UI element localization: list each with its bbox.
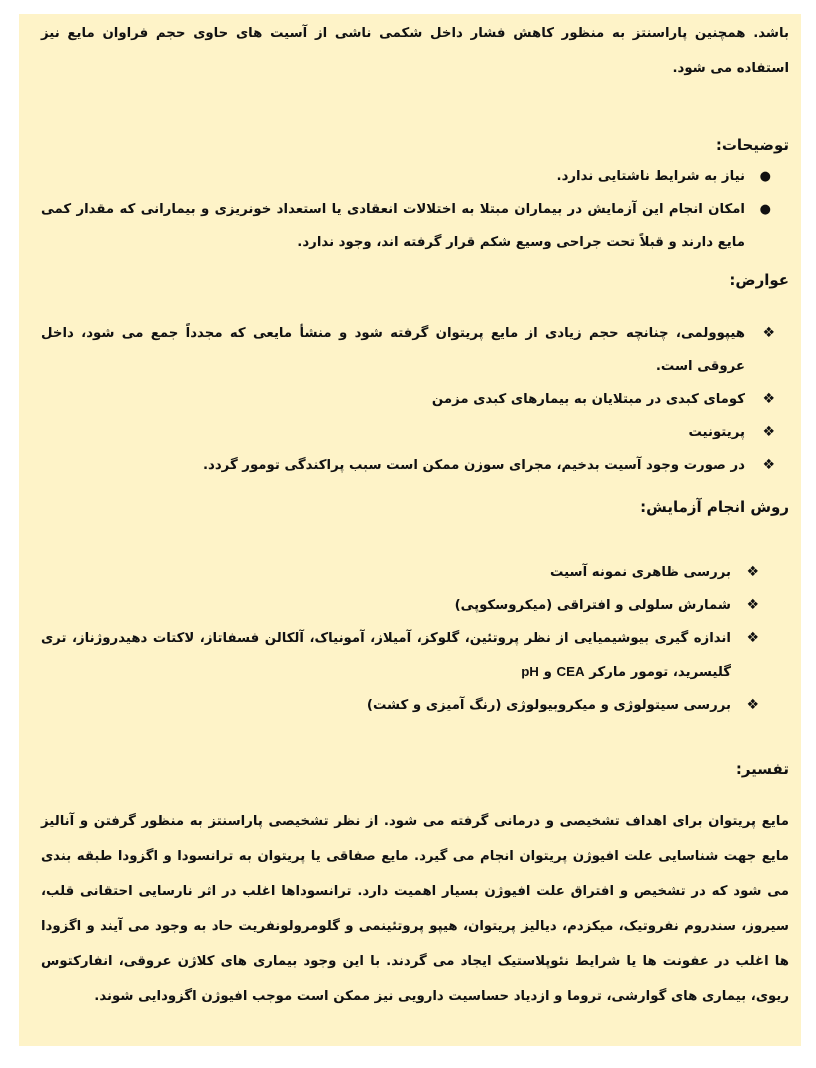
diamond-bullet-icon: ❖ [762, 424, 775, 440]
list-item [41, 622, 789, 689]
bullet-icon: ● [759, 202, 771, 217]
note-text: نیاز به شرایط ناشتایی ندارد. [556, 169, 745, 184]
marker-and: و [543, 665, 552, 680]
complication-text: پریتونیت [688, 425, 745, 440]
notes-list [41, 160, 789, 259]
method-text: اندازه گیری بیوشیمیایی از نظر پروتئین، گلوکز، آمیلاز، آمونیاک، آلکالن فسفاتاز، لاکتات دهیدروژناز، تری گلیسرید، تومور مارکر [41, 631, 731, 680]
list-item [41, 416, 789, 449]
intro-paragraph: باشد. همچنین پاراسنتز به منظور کاهش فشار داخل شکمی ناشی از آسیت های حاوی حجم فراوان مایع نیز استفاده می شود. [41, 26, 789, 76]
method-list [41, 556, 789, 722]
method-text: شمارش سلولی و افتراقی (میکروسکوپی) [454, 598, 731, 613]
list-item [41, 556, 789, 589]
diamond-bullet-icon: ❖ [762, 457, 775, 473]
list-item [41, 589, 789, 622]
list-item [41, 383, 789, 416]
list-item [41, 160, 789, 193]
interpretation-paragraph: مایع پریتوان برای اهداف تشخیصی و درمانی گرفته می شود. از نظر تشخیصی پاراسنتز به منظور گرفتن و آنالیز مایع جهت شناسایی علت افیوژن پریتوان انجام می گیرد. مایع صفاقی یا پریتوان به ترانسودا و اگزودا طبقه بندی می شود که در تشخیص و افتراق علت افیوژن بسیار اهمیت دارد. ترانسوداها اغلب در اثر نارسایی احتقانی قلب، سیروز، سندروم نفروتیک، میکزدم، دیالیز پریتوان، هیپو پروتئینمی و گلومرولونفریت حاد به وجود می آیند و اگزودا ها اغلب در عفونت ها یا شرایط نئوپلاستیک ایجاد می گردند. با این وجود بیماری های کلاژن عروقی، انفارکتوس ریوی، بیماری های گوارشی، تروما و ازدیاد حساسیت دارویی نیز ممکن است موجب افیوژن اگزودایی شوند. [41, 814, 789, 1004]
method-text: بررسی سیتولوژی و میکروبیولوژی (رنگ آمیزی و کشت) [366, 698, 731, 713]
interpretation-heading: تفسیر: [735, 760, 789, 778]
list-item [41, 449, 789, 482]
list-item [41, 689, 789, 722]
diamond-bullet-icon: ❖ [746, 597, 759, 613]
marker-ph: pH [521, 664, 539, 679]
diamond-bullet-icon: ❖ [762, 391, 775, 407]
complications-heading: عوارض: [729, 271, 789, 289]
diamond-bullet-icon: ❖ [746, 630, 759, 646]
note-text: امکان انجام این آزمایش در بیماران مبتلا به اختلالات انعقادی یا استعداد خونریزی و بیمارانی که مقدار کمی مایع دارند و قبلاً تحت جراحی وسیع شکم قرار گرفته اند، وجود ندارد. [41, 202, 745, 250]
complications-list [41, 317, 789, 482]
list-item [41, 193, 789, 259]
diamond-bullet-icon: ❖ [762, 325, 775, 341]
method-heading: روش انجام آزمایش: [640, 498, 789, 516]
bullet-icon: ● [759, 169, 771, 184]
complication-text: در صورت وجود آسیت بدخیم، مجرای سوزن ممکن است سبب پراکندگی تومور گردد. [202, 458, 745, 473]
method-text: بررسی ظاهری نمونه آسیت [550, 565, 731, 580]
complication-text: هیپوولمی، چنانچه حجم زیادی از مایع پریتوان گرفته شود و منشأ مایعی که مجدداً جمع می شود، داخل عروقی است. [41, 326, 745, 374]
marker-cea: CEA [556, 664, 585, 679]
notes-heading: توضیحات: [715, 136, 789, 154]
document-page [19, 14, 801, 1046]
complication-text: کومای کبدی در مبتلایان به بیمارهای کبدی مزمن [431, 392, 745, 407]
diamond-bullet-icon: ❖ [746, 564, 759, 580]
diamond-bullet-icon: ❖ [746, 697, 759, 713]
list-item [41, 317, 789, 383]
